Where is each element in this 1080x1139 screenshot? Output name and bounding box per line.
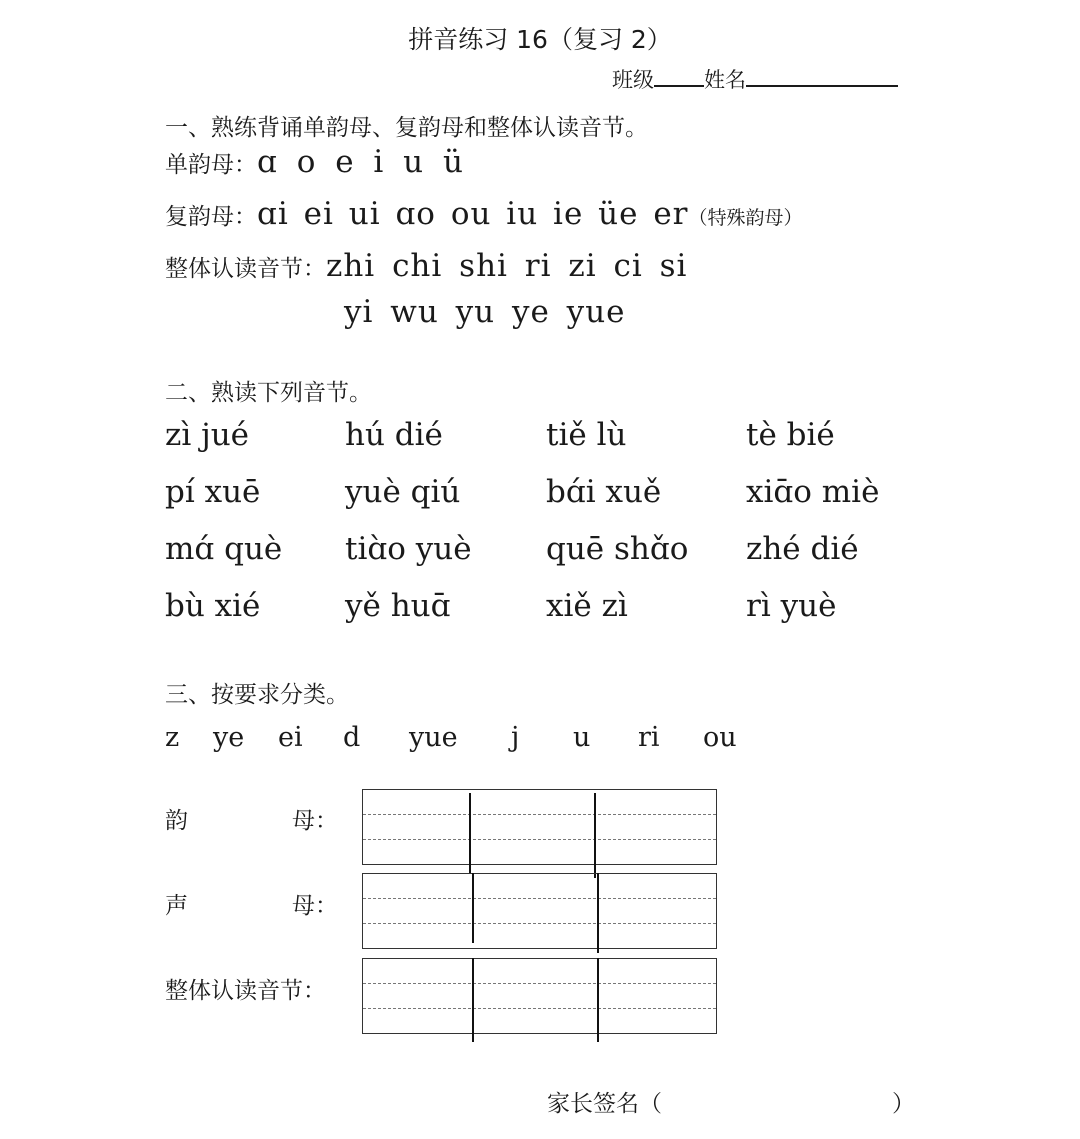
class-blank[interactable] xyxy=(654,67,704,87)
whole-syllables-line2: yi wu yu ye yue xyxy=(344,294,626,330)
finals-label-b: 母： xyxy=(292,808,338,834)
classify-item: ei xyxy=(278,722,303,753)
classify-item: d xyxy=(343,722,361,753)
parent-signature-close: ） xyxy=(892,1091,915,1117)
single-finals-label: 单韵母： xyxy=(165,152,257,178)
syllable-cell: pí xuē xyxy=(165,474,261,510)
syllable-cell: hú dié xyxy=(345,417,443,453)
whole-syllables-line1: zhi chi shi ri zi ci si xyxy=(326,248,688,284)
syllable-cell: yuè qiú xyxy=(345,474,461,510)
whole-syllables-row xyxy=(165,248,687,284)
syllable-cell: bù xié xyxy=(165,588,261,624)
class-name-row xyxy=(612,64,898,94)
divider-line xyxy=(472,958,474,1042)
initials-label-a: 声 xyxy=(165,893,188,919)
classify-item: yue xyxy=(409,722,458,753)
compound-finals-label: 复韵母： xyxy=(165,204,257,230)
parent-signature-label: 家长签名（ xyxy=(547,1091,662,1117)
section1-heading: 一、熟练背诵单韵母、复韵母和整体认读音节。 xyxy=(165,115,648,141)
syllable-cell: tiě lù xyxy=(546,417,627,453)
class-label: 班级 xyxy=(612,68,654,92)
name-label: 姓名 xyxy=(704,68,746,92)
page-title: 拼音练习 16（复习 2） xyxy=(408,25,672,54)
syllable-cell: mɑ́ què xyxy=(165,531,283,567)
classify-item: ye xyxy=(213,722,245,753)
guide-line xyxy=(363,983,716,984)
initials-writing-box[interactable] xyxy=(362,873,717,949)
divider-line xyxy=(597,958,599,1042)
whole-syllables-box-label: 整体认读音节： xyxy=(165,978,326,1004)
compound-finals-items: ɑi ei ui ɑo ou iu ie üe er xyxy=(257,196,689,232)
syllable-cell: tiɑ̀o yuè xyxy=(345,531,472,567)
guide-line xyxy=(363,814,716,815)
divider-line xyxy=(594,793,596,878)
single-finals-items: ɑ o e i u ü xyxy=(257,144,464,180)
finals-writing-box[interactable] xyxy=(362,789,717,865)
guide-line xyxy=(363,923,716,924)
finals-label-a: 韵 xyxy=(165,808,188,834)
syllable-cell: bɑ́i xuě xyxy=(546,474,662,510)
syllable-cell: tè bié xyxy=(746,417,835,453)
classify-item: j xyxy=(511,722,520,753)
syllable-cell: zhé dié xyxy=(746,531,859,567)
section3-heading: 三、按要求分类。 xyxy=(165,682,349,708)
divider-line xyxy=(597,873,599,953)
syllable-cell: quē shɑ̌o xyxy=(546,531,689,567)
whole-syllables-label: 整体认读音节： xyxy=(165,256,326,282)
syllable-cell: rì yuè xyxy=(746,588,837,624)
compound-finals-row xyxy=(165,196,803,232)
name-blank[interactable] xyxy=(746,67,898,87)
classify-item: ou xyxy=(703,722,737,753)
guide-line xyxy=(363,839,716,840)
classify-item: u xyxy=(573,722,591,753)
single-finals-row xyxy=(165,144,464,180)
syllable-cell: xiɑ̄o miè xyxy=(746,474,880,510)
divider-line xyxy=(469,793,471,873)
classify-item: z xyxy=(165,722,180,753)
initials-label-b: 母： xyxy=(292,893,338,919)
syllable-cell: xiě zì xyxy=(546,588,628,624)
divider-line xyxy=(472,873,474,943)
section2-heading: 二、熟读下列音节。 xyxy=(165,380,372,406)
guide-line xyxy=(363,898,716,899)
syllable-cell: zì jué xyxy=(165,417,250,453)
guide-line xyxy=(363,1008,716,1009)
whole-syllables-writing-box[interactable] xyxy=(362,958,717,1034)
syllable-cell: yě huɑ̄ xyxy=(345,588,451,624)
classify-item: ri xyxy=(638,722,660,753)
compound-finals-note: （特殊韵母） xyxy=(688,207,803,229)
